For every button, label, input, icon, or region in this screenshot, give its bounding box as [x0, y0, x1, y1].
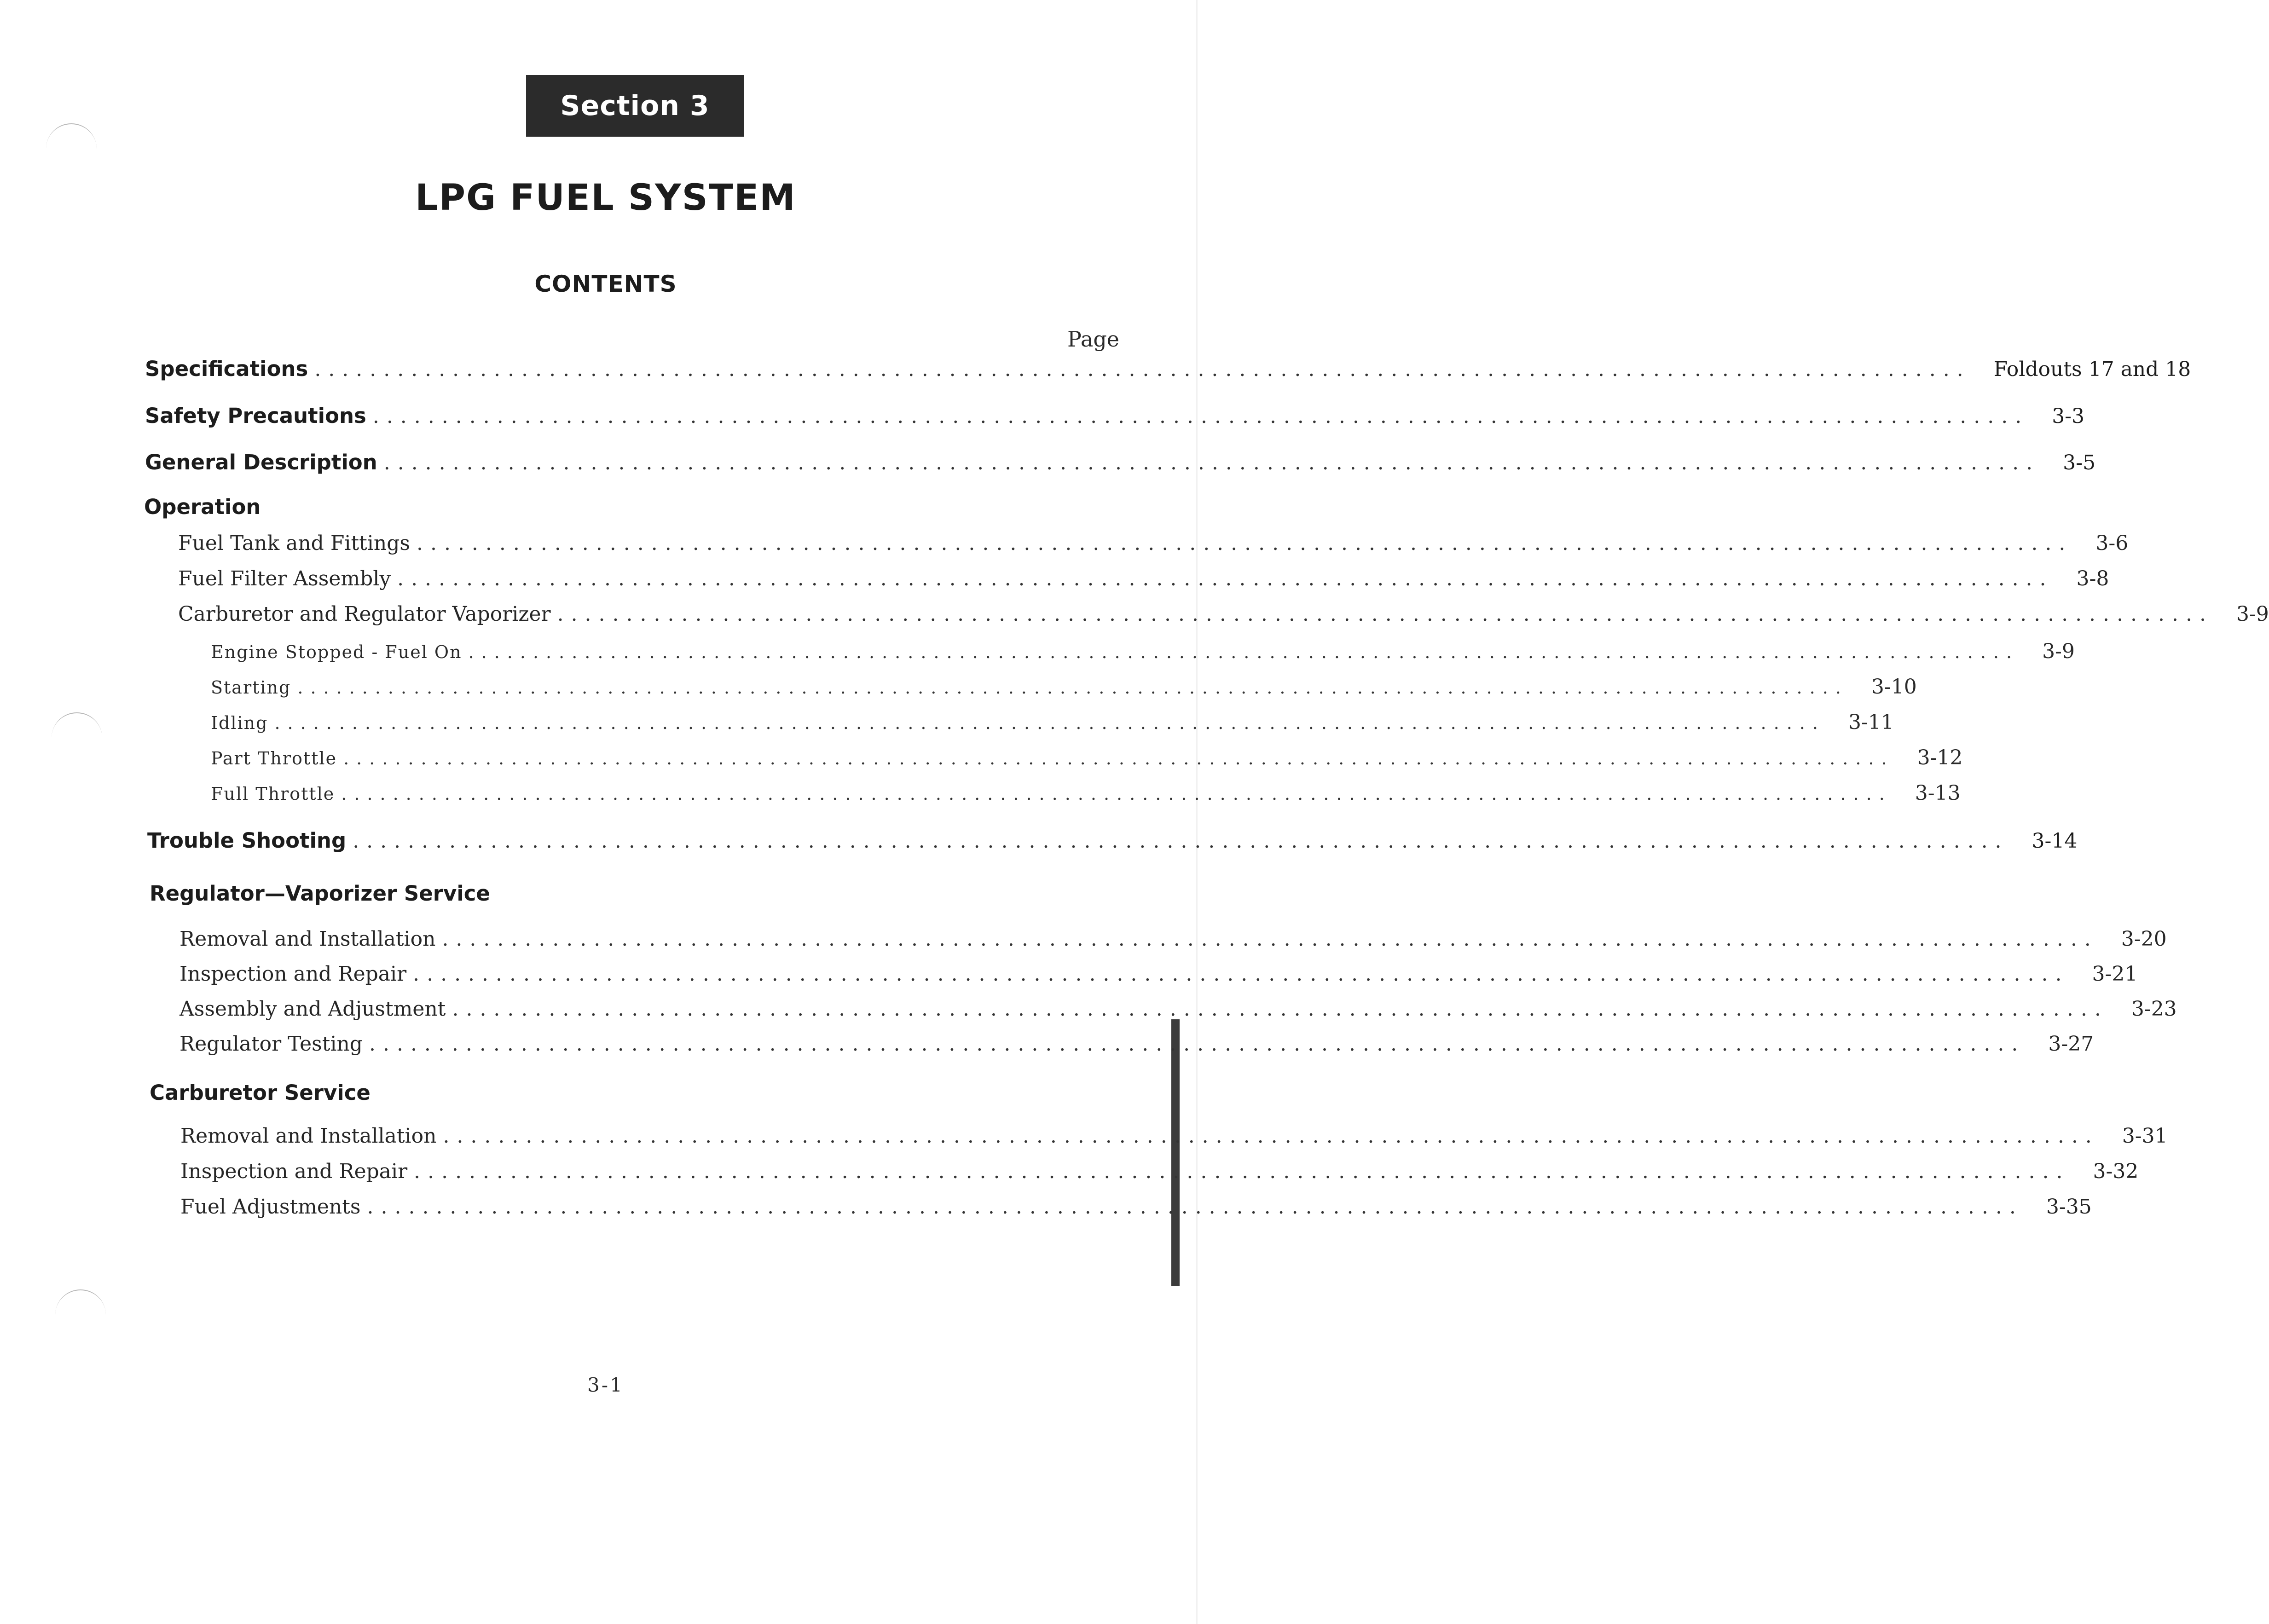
toc-heading-carburetor-service: Carburetor Service: [150, 1081, 370, 1105]
toc-entry-page: 3-27: [2048, 1032, 2094, 1056]
toc-entry-safety-precautions[interactable]: [145, 404, 2085, 428]
toc-entry-label: Assembly and Adjustment: [179, 997, 446, 1021]
toc-heading-operation: Operation: [144, 495, 261, 519]
toc-entry-label: Fuel Adjustments: [180, 1195, 361, 1219]
toc-entry-page: 3-9: [2236, 602, 2269, 626]
toc-entry-page: 3-14: [2032, 829, 2078, 853]
toc-entry-regulator-inspection[interactable]: [179, 962, 2138, 986]
toc-entry-full-throttle[interactable]: [211, 781, 1961, 805]
toc-entry-page: Foldouts 17 and 18: [1993, 358, 2191, 381]
toc-entry-label: Fuel Filter Assembly: [178, 567, 391, 590]
toc-entry-idling[interactable]: [211, 711, 1894, 734]
dot-leader: ........................................................................................................................: [468, 642, 2020, 662]
page-number: 3-1: [587, 1374, 624, 1396]
toc-entry-page: 3-8: [2076, 567, 2109, 590]
toc-entry-page: 3-11: [1848, 711, 1894, 734]
page-title: LPG FUEL SYSTEM: [415, 177, 796, 219]
toc-entry-carburetor-inspection[interactable]: [180, 1160, 2139, 1183]
dot-leader: ........................................................................................................................: [297, 677, 1848, 698]
toc-entry-page: 3-13: [1915, 781, 1961, 805]
toc-entry-page: 3-32: [2093, 1160, 2139, 1183]
toc-entry-page: 3-10: [1871, 675, 1917, 699]
dot-leader: ........................................................................................................................: [274, 713, 1825, 733]
toc-entry-label: Full Throttle: [211, 784, 335, 804]
section-label: Section 3: [526, 75, 744, 137]
page-column-label: Page: [1067, 327, 1119, 352]
toc-entry-regulator-testing[interactable]: [179, 1032, 2094, 1056]
binder-hole-mark: [55, 1289, 106, 1318]
toc-entry-fuel-filter[interactable]: [178, 567, 2109, 590]
toc-entry-label: Inspection and Repair: [180, 1160, 408, 1183]
dot-leader: ........................................................................................................................: [414, 1160, 2070, 1183]
toc-entry-fuel-adjustments[interactable]: [180, 1195, 2092, 1219]
dot-leader: ........................................................................................................................: [557, 602, 2213, 626]
toc-entry-page: 3-21: [2092, 962, 2138, 986]
toc-entry-trouble-shooting[interactable]: [147, 828, 2078, 853]
toc-entry-label: Fuel Tank and Fittings: [178, 532, 410, 555]
toc-entry-label: Regulator Testing: [179, 1032, 363, 1056]
toc-entry-carburetor-regulator[interactable]: [178, 602, 2269, 626]
contents-heading: CONTENTS: [534, 271, 677, 297]
toc-entry-page: 3-31: [2122, 1124, 2168, 1148]
toc-entry-part-throttle[interactable]: [211, 746, 1963, 769]
dot-leader: ........................................................................................................................: [372, 405, 2029, 428]
toc-entry-general-description[interactable]: [145, 450, 2095, 474]
dot-leader: ........................................................................................................................: [343, 748, 1894, 769]
dot-leader: ........................................................................................................................: [416, 532, 2073, 555]
dot-leader: ........................................................................................................................: [383, 451, 2040, 474]
toc-entry-label: Safety Precautions: [145, 404, 366, 428]
section-edge-marker: [1171, 1019, 1180, 1286]
dot-leader: ........................................................................................................................: [413, 962, 2069, 986]
toc-entry-page: 3-3: [2052, 405, 2085, 428]
toc-entry-label: Starting: [211, 677, 291, 698]
toc-entry-regulator-assembly[interactable]: [179, 997, 2177, 1021]
toc-entry-page: 3-12: [1917, 746, 1963, 769]
dot-leader: ........................................................................................................................: [314, 358, 1971, 381]
binder-hole-mark: [46, 123, 97, 152]
dot-leader: ........................................................................................................................: [341, 784, 1892, 804]
toc-entry-page: 3-23: [2131, 997, 2177, 1021]
dot-leader: ........................................................................................................................: [397, 567, 2054, 590]
dot-leader: ........................................................................................................................: [442, 927, 2098, 951]
toc-entry-page: 3-5: [2063, 451, 2095, 474]
toc-entry-label: Trouble Shooting: [147, 828, 347, 853]
toc-entry-page: 3-20: [2121, 927, 2167, 951]
toc-entry-page: 3-35: [2046, 1195, 2092, 1219]
toc-entry-page: 3-9: [2042, 640, 2075, 663]
toc-entry-label: General Description: [145, 450, 377, 474]
dot-leader: ........................................................................................................................: [367, 1195, 2023, 1219]
toc-entry-label: Carburetor and Regulator Vaporizer: [178, 602, 551, 626]
toc-entry-label: Removal and Installation: [180, 1124, 437, 1148]
toc-entry-label: Part Throttle: [211, 748, 337, 769]
toc-entry-page: 3-6: [2095, 532, 2129, 555]
dot-leader: ........................................................................................................................: [353, 829, 2009, 853]
toc-entry-regulator-removal[interactable]: [179, 927, 2167, 951]
toc-entry-label: Removal and Installation: [179, 927, 436, 951]
toc-entry-carburetor-removal[interactable]: [180, 1124, 2168, 1148]
toc-entry-fuel-tank[interactable]: [178, 532, 2129, 555]
toc-entry-starting[interactable]: [211, 675, 1917, 699]
toc-entry-label: Idling: [211, 713, 268, 733]
toc-entry-label: Engine Stopped - Fuel On: [211, 642, 462, 662]
toc-entry-label: Inspection and Repair: [179, 962, 407, 986]
toc-heading-regulator-service: Regulator—Vaporizer Service: [150, 881, 490, 906]
dot-leader: ........................................................................................................................: [443, 1124, 2099, 1148]
toc-entry-specifications[interactable]: [145, 357, 2191, 381]
dot-leader: ........................................................................................................................: [369, 1032, 2026, 1056]
binder-hole-mark: [52, 712, 102, 741]
toc-entry-engine-stopped[interactable]: [211, 640, 2075, 663]
dot-leader: ........................................................................................................................: [452, 997, 2108, 1021]
toc-entry-label: Specifications: [145, 357, 308, 381]
